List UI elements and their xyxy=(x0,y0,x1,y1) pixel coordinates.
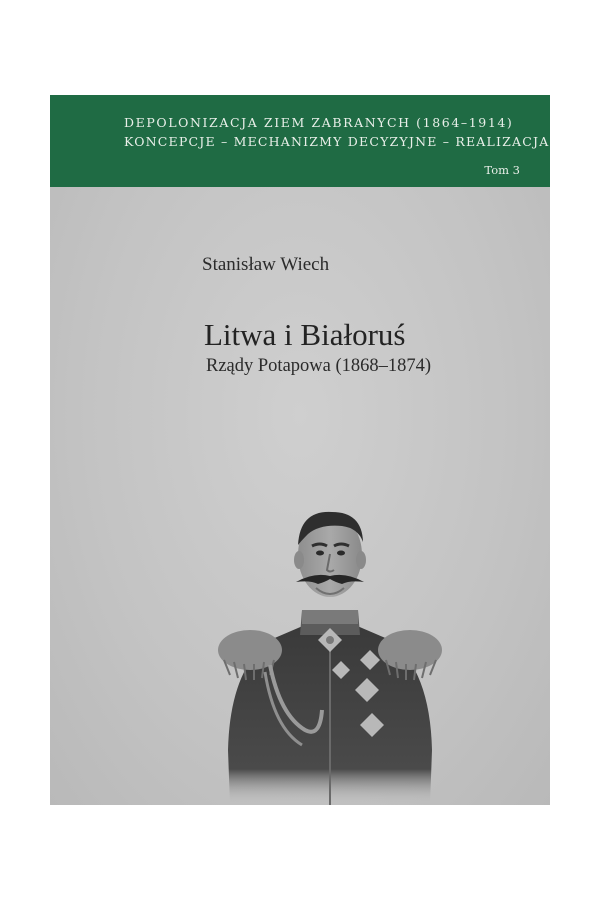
series-title: DEPOLONIZACJA ZIEM ZABRANYCH (1864–1914) xyxy=(124,115,514,130)
volume-number: Tom 3 xyxy=(484,163,520,177)
book-subtitle: Rządy Potapowa (1868–1874) xyxy=(206,356,432,376)
author-name: Stanisław Wiech xyxy=(202,254,330,275)
series-subtitle: KONCEPCJE – MECHANIZMY DECYZYJNE – REALIZACJA xyxy=(124,134,550,149)
book-cover xyxy=(50,95,550,805)
portrait-photo-icon xyxy=(210,500,450,805)
series-band xyxy=(50,95,550,187)
book-title: Litwa i Białoruś xyxy=(204,317,406,352)
